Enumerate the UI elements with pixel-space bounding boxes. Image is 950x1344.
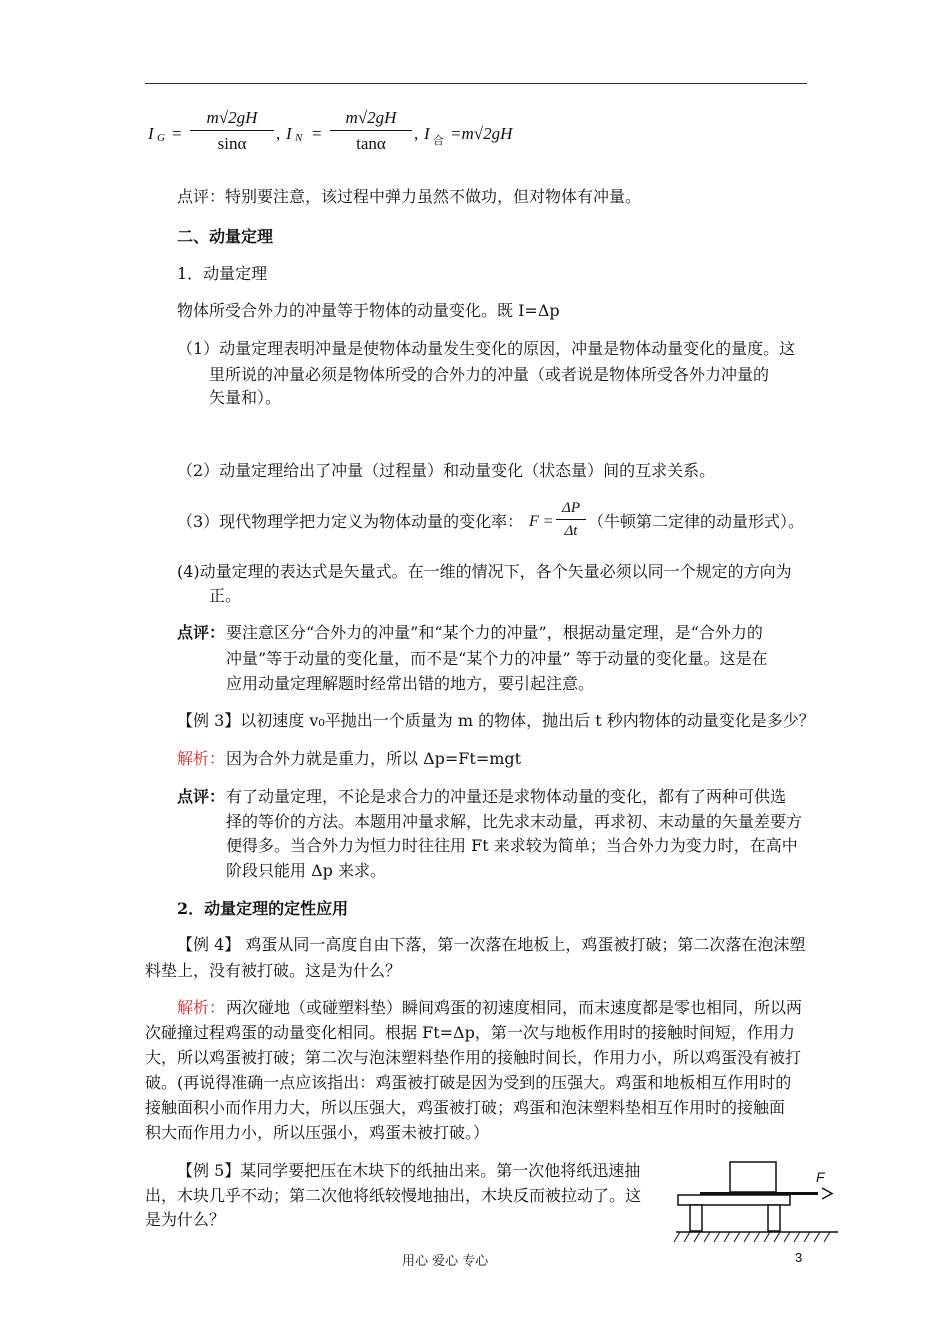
- solution-4-line-3: 大，所以鸡蛋被打破；第二次与泡沫塑料垫作用的接触时间长，作用力小，所以鸡蛋没有被打: [145, 1048, 802, 1067]
- ih-rhs: =m√2gH: [450, 124, 513, 143]
- ig-numerator: m√2gH: [190, 108, 274, 131]
- solution-3-text: 因为合外力就是重力，所以 Δp=Ft=mgt: [226, 749, 522, 768]
- in-label: I: [286, 124, 292, 143]
- document-page: I G = $\frac{m√2gH}{\sin\alpha}$ , I N = $\frac{m√2gH}{\tan\alpha}$ , I 合 =m√2gH 点评：特别要注意，该过程中弹力虽然不做功，但对物体有冲量。 二、动量定理 1．动量定理 物体所受合外力的冲量等于物体的动量变化。既 I=Δp （1）动量定理表明冲量是使物体动量发生变化的原因，冲量是物体动量变化的量度。这 里所说的冲量必须是物体所受的合外力的冲量（或者说是物体所受各外力冲量的 矢量和）。 （2）动量定理给出了冲量（过程量）和动量变化（状态量）间的互求关系。 （3）现代物理学把力定义为物体动量的变化率： F = $\frac{\Delta P}{\Delta t}$ （牛顿第二定律的动量形式）。 (4)动量定理的表达式是矢量式。在一维的情况下，各个矢量必须以同一个规定的方向为 正。 点评： 要注意区分“合外力的冲量”和“某个力的冲量”，根据动量定理，是“合外力的 冲量”等于动量的变化量，而不是“某个力的冲量” 等于动量的变化量。这是在 应用动量定理解题时经常出错的地方，要引起注意。 【例 3】以初速度 v₀平抛出一个质量为 m 的物体，抛出后 t 秒内物体的动量变化是多少？ 解析： 因为合外力就是重力，所以 Δp=Ft=mgt 点评： 有了动量定理，不论是求合力的冲量还是求物体动量的变化，都有了两种可供选 择的等价的方法。本题用冲量求解，比先求末动量，再求初、末动量的矢量差要方 便得多。当合外力为恒力时往往用 Ft 来求较为简单；当合外力为变力时，在高中 阶段只能用 Δp 来求。 2．动量定理的定性应用 【例 4】 鸡蛋从同一高度自由下落，第一次落在地板上，鸡蛋被打破；第二次落在泡沫塑 料垫上，没有被打破。这是为什么？ 解析： 两次碰地（或碰塑料垫）瞬间鸡蛋的初速度相同，而末速度都是零也相同，所以两 次碰撞过程鸡蛋的动量变化相同。根据 Ft=Δp，第一次与地板作用时的接触时间短，作用力 大，所以鸡蛋被打破；第二次与泡沫塑料垫作用的接触时间长，作用力小，所以鸡蛋没有被打 破。(再说得准确一点应该指出：鸡蛋被打破是因为受到的压强大。鸡蛋和地板相互作用时的 接触面积小而作用力大，所以压强大，鸡蛋被打破；鸡蛋和泡沫塑料垫相互作用时的接触面 积大而作用力小，所以压强小，鸡蛋未被打破。） 【例 5】某同学要把压在木块下的纸抽出来。第一次他将纸迅速抽 出，木块几乎不动；第二次他将纸较慢地抽出，木块反而被拉动了。这 是为什么？ F 用心 爱心 专心 3: [0, 0, 950, 1344]
- solution-4-line-5: 接触面积小而作用力大，所以压强大，鸡蛋被打破；鸡蛋和泡沫塑料垫相互作用时的接触面: [145, 1098, 786, 1117]
- point-1-line-2: 里所说的冲量必须是物体所受的合外力的冲量（或者说是物体所受各外力冲量的: [209, 365, 770, 384]
- example-5-line-1: 【例 5】某同学要把压在木块下的纸抽出来。第一次他将纸迅速抽: [177, 1161, 641, 1180]
- example-4-line-2: 料垫上，没有被打破。这是为什么？: [145, 961, 402, 980]
- ig-denominator: sinα: [217, 134, 247, 153]
- point-1-line-3: 矢量和）。: [209, 388, 282, 407]
- block-paper-table-figure: [672, 1160, 840, 1246]
- in-numerator: m√2gH: [330, 108, 412, 131]
- subsection-2-title: 2．动量定理的定性应用: [177, 899, 349, 918]
- point-3-lhs: F =: [529, 513, 554, 530]
- wooden-block: [730, 1162, 776, 1192]
- example-5-line-2: 出，木块几乎不动；第二次他将纸较慢地抽出，木块反而被拉动了。这: [145, 1186, 642, 1205]
- in-denominator: tanα: [356, 134, 386, 153]
- comment-3-line-1: 有了动量定理，不论是求合力的冲量还是求物体动量的变化，都有了两种可供选: [226, 787, 787, 806]
- solution-4-line-4: 破。(再说得准确一点应该指出：鸡蛋被打破是因为受到的压强大。鸡蛋和地板相互作用时的: [145, 1073, 792, 1092]
- in-fraction: [330, 108, 412, 154]
- force-arrow-icon: [822, 1188, 832, 1199]
- section-2-title: 二、动量定理: [177, 227, 274, 246]
- comment-2-label: 点评：: [177, 623, 226, 642]
- comment-1: 点评：特别要注意，该过程中弹力虽然不做功，但对物体有冲量。: [177, 187, 642, 206]
- comment-3-line-3: 便得多。当合外力为恒力时往往用 Ft 来求较为简单；当合外力为变力时，在高中: [226, 836, 798, 855]
- ground-hatching: [674, 1232, 830, 1242]
- ig-subscript: G: [157, 132, 165, 144]
- header-rule: [145, 83, 807, 84]
- point-3-suffix: （牛顿第二定律的动量形式）。: [588, 512, 805, 531]
- table-leg-left: [690, 1205, 702, 1231]
- solution-4-line-2: 次碰撞过程鸡蛋的动量变化相同。根据 Ft=Δp，第一次与地板作用时的接触时间短，作用力: [145, 1023, 795, 1042]
- comment-3-line-2: 择的等价的方法。本题用冲量求解，比先求末动量，再求初、末动量的矢量差要方: [226, 812, 803, 831]
- solution-4-line-6: 积大而作用力小，所以压强小，鸡蛋未被打破。）: [145, 1123, 490, 1142]
- solution-4-line-1: 两次碰地（或碰塑料垫）瞬间鸡蛋的初速度相同，而末速度都是零也相同，所以两: [226, 998, 803, 1017]
- comment-3-label: 点评：: [177, 787, 226, 806]
- point-3-denominator: Δt: [564, 523, 578, 539]
- comment-2-line-3: 应用动量定理解题时经常出错的地方，要引起注意。: [226, 674, 595, 693]
- comment-3-line-4: 阶段只能用 Δp 来求。: [226, 861, 386, 880]
- comment-2-line-1: 要注意区分“合外力的冲量”和“某个力的冲量”，根据动量定理，是“合外力的: [226, 623, 763, 642]
- ig-fraction: [190, 108, 274, 154]
- point-3-fraction: [556, 500, 586, 540]
- comment-2-line-2: 冲量”等于动量的变化量，而不是“某个力的冲量” 等于动量的变化量。这是在: [226, 649, 768, 668]
- point-4-line-1: (4)动量定理的表达式是矢量式。在一维的情况下，各个矢量必须以同一个规定的方向为: [177, 562, 792, 581]
- point-1-line-1: （1）动量定理表明冲量是使物体动量发生变化的原因，冲量是物体动量变化的量度。这: [177, 339, 796, 358]
- ih-subscript: 合: [433, 134, 444, 147]
- point-3-prefix: （3）现代物理学把力定义为物体动量的变化率：: [177, 512, 524, 531]
- in-subscript: N: [295, 132, 303, 144]
- table-top: [678, 1195, 790, 1205]
- footer-motto: 用心 爱心 专心: [402, 1254, 489, 1269]
- example-4-line-1: 【例 4】 鸡蛋从同一高度自由下落，第一次落在地板上，鸡蛋被打破；第二次落在泡沫塑: [177, 935, 806, 954]
- subsection-1-title: 1．动量定理: [177, 264, 268, 283]
- force-label: F: [816, 1169, 825, 1185]
- example-5-line-3: 是为什么？: [145, 1210, 226, 1229]
- solution-3-label: 解析：: [177, 749, 226, 768]
- page-number: 3: [795, 1250, 803, 1265]
- solution-4-label: 解析：: [177, 998, 226, 1017]
- point-3-numerator: ΔP: [556, 500, 586, 520]
- point-4-line-2: 正。: [209, 586, 242, 605]
- ih-label: I: [424, 124, 430, 143]
- table-leg-right: [768, 1205, 780, 1231]
- definition-text: 物体所受合外力的冲量等于物体的动量变化。既 I=Δp: [177, 301, 560, 320]
- ig-label: I: [148, 124, 154, 143]
- example-3: 【例 3】以初速度 v₀平抛出一个质量为 m 的物体，抛出后 t 秒内物体的动量变化是多少？: [177, 711, 815, 730]
- point-2: （2）动量定理给出了冲量（过程量）和动量变化（状态量）间的互求关系。: [177, 461, 716, 480]
